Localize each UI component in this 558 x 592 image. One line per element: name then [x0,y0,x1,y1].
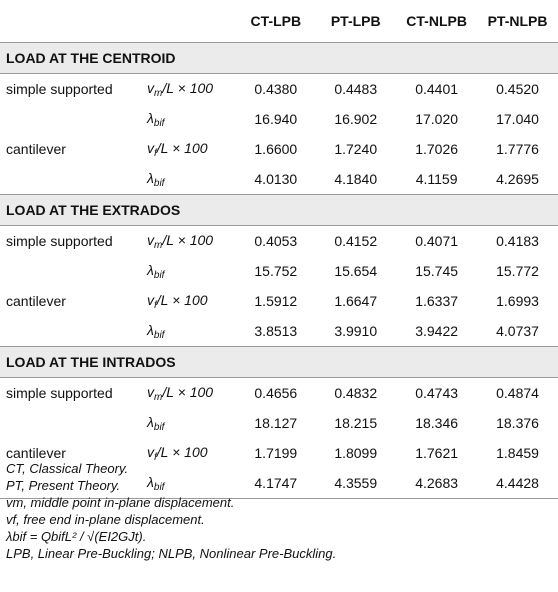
value-cell: 4.1747 [236,468,315,499]
row-label [0,164,147,195]
footnote-pt: PT, Present Theory. [6,478,121,493]
row-symbol: $v_f/L \times 100$ [147,139,208,159]
value-cell: 0.4152 [334,233,378,249]
value-cell: 0.4743 [415,385,459,401]
row-symbol: $v_m/L \times 100$ [147,231,214,251]
table-row [0,164,558,195]
value-cell: 1.5912 [254,293,298,309]
footnote-lpb: LPB, Linear Pre-Buckling; NLPB, Nonlinear Pre-Buckling. [6,546,337,561]
table-row [0,256,558,286]
row-symbol: $\lambda_{bif}$ [147,468,236,499]
row-label: simple supported [6,385,113,401]
value-cell: 1.8099 [334,445,378,461]
value-cell: 4.0737 [496,323,539,339]
value-cell: 1.7776 [496,141,539,157]
value-cell: 1.6647 [334,293,378,309]
value-cell: 1.6993 [496,293,539,309]
value-cell: 16.902 [334,111,378,127]
table-row [0,408,558,438]
section-header-row [0,195,558,226]
row-label: cantilever [6,445,66,461]
row-label: simple supported [6,233,113,249]
value-cell: 3.9422 [415,323,459,339]
value-cell: 0.4656 [254,385,298,401]
row-label: cantilever [6,141,66,157]
row-label: simple supported [6,81,113,97]
header-blank-2 [147,0,236,43]
value-cell: 1.8459 [496,445,539,461]
value-cell: 4.1840 [334,171,378,187]
value-cell: 4.2683 [396,468,477,499]
value-cell: 0.4874 [496,385,539,401]
value-cell: 0.4183 [496,233,539,249]
column-header: CT-LPB [250,13,302,29]
row-label [0,104,147,134]
table-row [0,226,558,257]
footnote-ct: CT, Classical Theory. [6,461,129,476]
row-symbol: $\lambda_{bif}$ [147,109,165,129]
column-header: PT-LPB [330,13,381,29]
value-cell: 18.346 [415,415,459,431]
table-row [0,286,558,316]
table-row [0,316,558,347]
section-title: LOAD AT THE CENTROID [0,43,558,74]
row-label [0,408,147,438]
value-cell: 4.2695 [496,171,539,187]
value-cell: 0.4520 [496,81,539,97]
section-header-row [0,43,558,74]
value-cell: 4.0130 [254,171,298,187]
value-cell: 1.7621 [415,445,459,461]
table-row [0,378,558,409]
row-symbol: $v_m/L \times 100$ [147,79,214,99]
row-label [0,256,147,286]
footnote-vf: vf, free end in-plane displacement. [6,512,205,527]
value-cell: 1.7026 [415,141,459,157]
row-symbol: $v_f/L \times 100$ [147,443,208,463]
row-symbol: $\lambda_{bif}$ [147,169,165,189]
section-title: LOAD AT THE INTRADOS [0,347,558,378]
header-blank [0,0,147,43]
value-cell: 4.3559 [315,468,396,499]
value-cell: 1.6600 [254,141,298,157]
column-header: CT-NLPB [406,13,467,29]
section-title: LOAD AT THE EXTRADOS [0,195,558,226]
value-cell: 18.215 [334,415,378,431]
row-symbol: $\lambda_{bif}$ [147,321,165,341]
value-cell: 17.020 [415,111,459,127]
footnote-lambda: λbif = QbifL² / √(EI2GJt). [6,529,147,544]
value-cell: 15.654 [334,263,378,279]
value-cell: 18.376 [496,415,539,431]
row-label: cantilever [6,293,66,309]
value-cell: 1.7199 [254,445,298,461]
value-cell: 1.6337 [415,293,459,309]
value-cell: 0.4401 [415,81,459,97]
row-symbol: $v_f/L \times 100$ [147,291,208,311]
value-cell: 3.9910 [334,323,378,339]
value-cell: 1.7240 [334,141,378,157]
value-cell: 16.940 [254,111,298,127]
footnote-vm: vm, middle point in-plane displacement. [6,495,235,510]
value-cell: 3.8513 [254,323,298,339]
value-cell: 0.4380 [254,81,298,97]
table-footnotes [6,460,336,562]
row-label [0,316,147,347]
value-cell: 0.4053 [254,233,298,249]
value-cell: 15.745 [415,263,459,279]
value-cell: 4.4428 [477,468,558,499]
value-cell: 15.772 [496,263,539,279]
value-cell: 0.4832 [334,385,378,401]
value-cell: 15.752 [254,263,298,279]
value-cell: 0.4483 [334,81,378,97]
table-header-row [0,0,558,43]
table-row [0,134,558,164]
row-symbol: $\lambda_{bif}$ [147,413,165,433]
row-symbol: $v_m/L \times 100$ [147,383,214,403]
section-header-row [0,347,558,378]
value-cell: 4.1159 [415,171,458,187]
value-cell: 17.040 [496,111,539,127]
table-row [0,104,558,134]
column-header: PT-NLPB [487,13,548,29]
row-symbol: $\lambda_{bif}$ [147,261,165,281]
value-cell: 18.127 [254,415,298,431]
value-cell: 0.4071 [415,233,459,249]
table-row [0,74,558,105]
